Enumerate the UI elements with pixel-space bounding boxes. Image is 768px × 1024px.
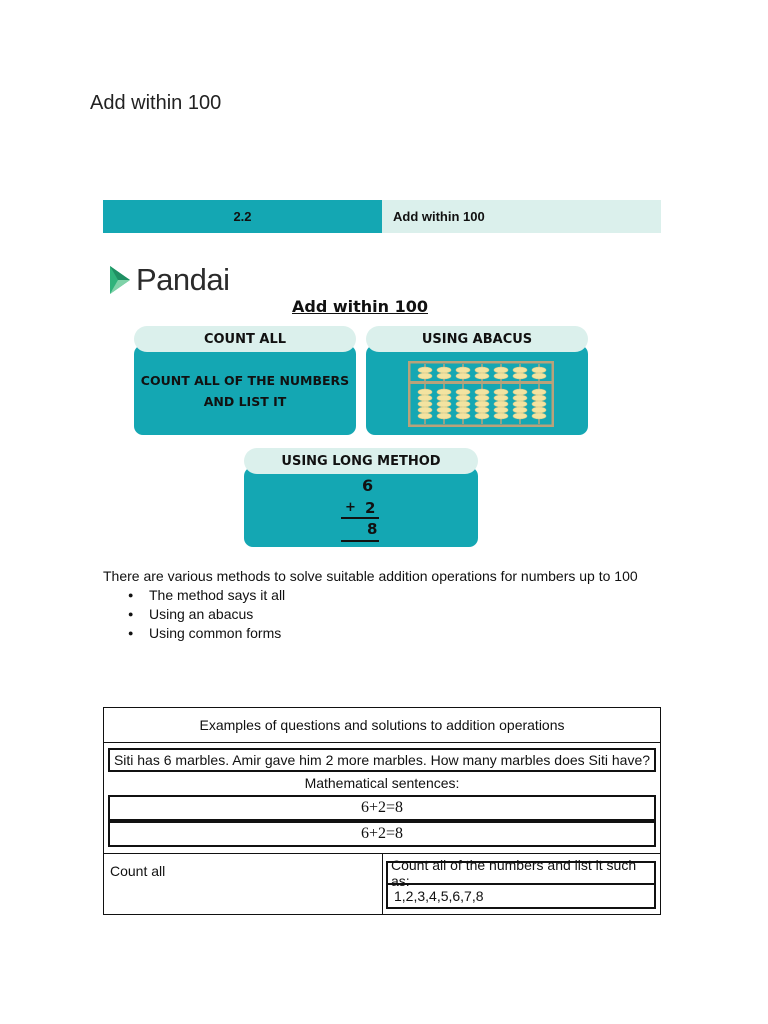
pandai-logo-icon [106, 264, 134, 296]
intro-text: There are various methods to solve suitable addition operations for numbers up to 100 [103, 568, 638, 584]
long-method-result-line [341, 540, 379, 542]
long-method-card [244, 467, 478, 547]
example-question: Siti has 6 marbles. Amir gave him 2 more marbles. How many marbles does Siti have? [108, 748, 656, 772]
topic-header-row [103, 200, 661, 233]
example-table [103, 707, 661, 915]
abacus-heading: USING ABACUS [366, 326, 588, 352]
long-method-plus-sign: + [345, 500, 356, 515]
abacus-icon [408, 361, 554, 427]
long-method-heading: USING LONG METHOD [244, 448, 478, 474]
method-item-2: ● Using an abacus [128, 605, 285, 624]
pandai-logo [106, 262, 230, 298]
long-method-sum-line [341, 517, 379, 519]
long-method-top-number: 6 [362, 476, 374, 495]
long-method-result: 8 [367, 520, 378, 538]
count-all-heading: COUNT ALL [134, 326, 356, 352]
math-sentence-1: 6+2=8 [108, 795, 656, 821]
topic-name: Add within 100 [382, 200, 661, 233]
method-item-1: ● The method says it all [128, 586, 285, 605]
example-table-header: Examples of questions and solutions to addition operations [104, 708, 660, 743]
topic-code: 2.2 [103, 200, 382, 233]
method-number-list: 1,2,3,4,5,6,7,8 [386, 885, 656, 909]
math-sentence-2: 6+2=8 [108, 821, 656, 847]
pandai-logo-text: Pandai [136, 262, 230, 297]
long-method-addend: 2 [365, 499, 376, 517]
math-sentences-label: Mathematical sentences: [304, 775, 460, 791]
methods-list [128, 586, 285, 643]
method-description: Count all of the numbers and list it such as: [386, 861, 656, 885]
method-item-3: ● Using common forms [128, 624, 285, 643]
method-label: Count all [110, 863, 166, 879]
count-all-line-2: AND LIST IT [203, 394, 287, 409]
page-title: Add within 100 [90, 92, 222, 114]
table-column-divider [382, 854, 383, 915]
count-all-line-1: COUNT ALL OF THE NUMBERS [140, 373, 350, 388]
infographic-title: Add within 100 [291, 297, 428, 316]
